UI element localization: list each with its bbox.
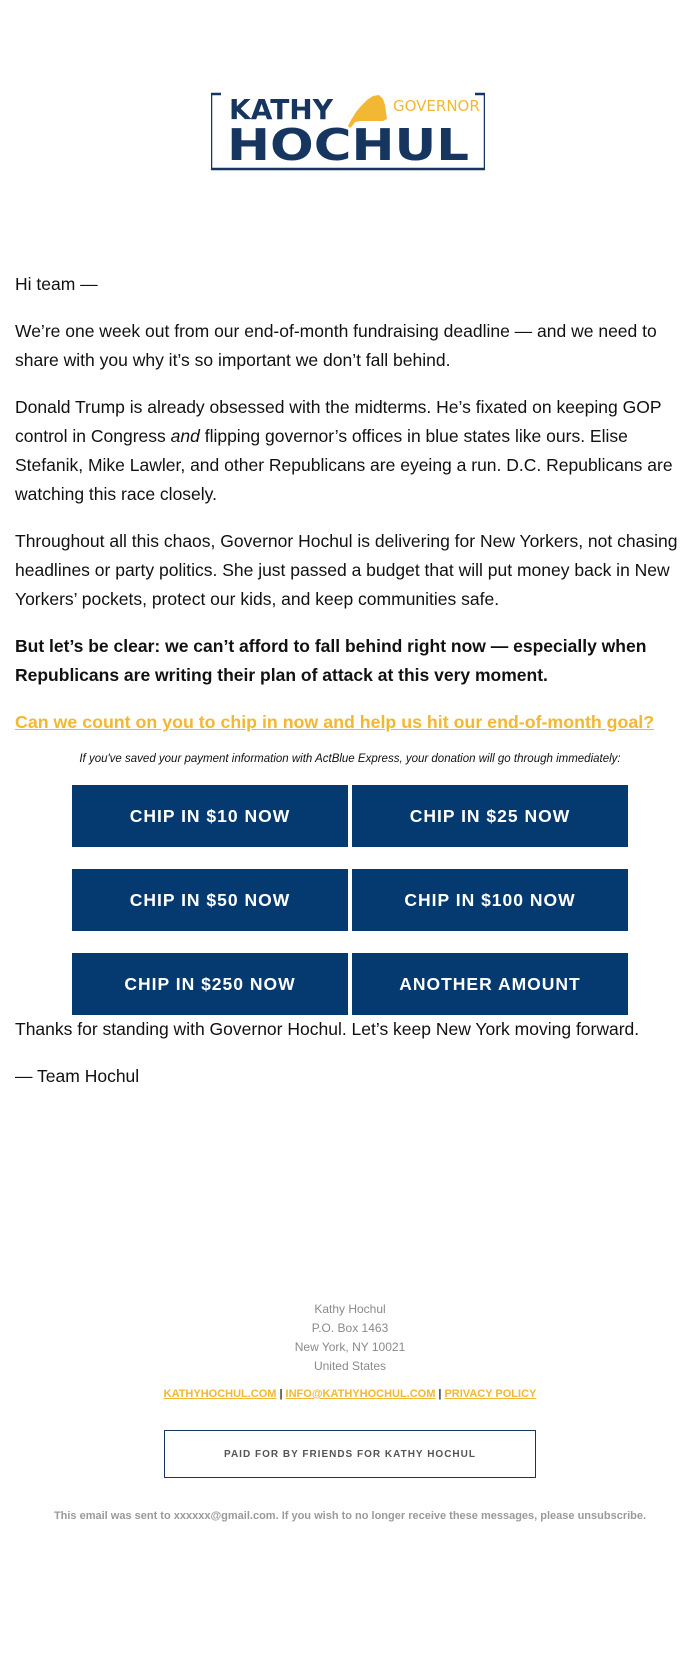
paragraph-bold-warning: But let’s be clear: we can’t afford to fall behind right now — especially when Republicans are writing their plan of attack at this very moment. [15, 636, 647, 685]
address-line: New York, NY 10021 [294, 1340, 406, 1354]
link-separator: | [438, 1388, 442, 1400]
link-separator: | [279, 1388, 283, 1400]
unsubscribe-notice[interactable]: This email was sent to xxxxxx@gmail.com. If you wish to no longer receive these messages, please unsubscribe. [53, 1510, 647, 1522]
trump-text-after: flipping governor’s offices in blue states like ours. Elise Stefanik, Mike Lawler, and other Republicans are eyeing a run. D.C. Republicans are watching this race closely. [15, 426, 673, 504]
footer-links [0, 1388, 700, 1400]
logo-svg [211, 90, 485, 173]
chip-in-100-button[interactable]: CHIP IN $100 NOW [352, 869, 628, 931]
chip-in-50-button[interactable]: CHIP IN $50 NOW [72, 869, 348, 931]
actblue-express-note: If you've saved your payment information with ActBlue Express, your donation will go through immediately: [79, 753, 621, 765]
address-line: P.O. Box 1463 [311, 1321, 389, 1335]
email-link[interactable]: INFO@KATHYHOCHUL.COM [285, 1388, 436, 1400]
thanks-text: Thanks for standing with Governor Hochul. Let’s keep New York moving forward. [15, 1019, 640, 1039]
address-line: Kathy Hochul [314, 1302, 386, 1316]
mailing-address [0, 1300, 700, 1376]
chip-in-cta-link[interactable]: Can we count on you to chip in now and help us hit our end-of-month goal? [15, 712, 655, 732]
chip-in-25-button[interactable]: CHIP IN $25 NOW [352, 785, 628, 847]
trump-text-emphasis: and [170, 426, 200, 446]
address-line: United States [313, 1359, 387, 1373]
logo-office: GOVERNOR [393, 97, 480, 115]
campaign-logo [211, 90, 485, 173]
chip-in-250-button[interactable]: CHIP IN $250 NOW [72, 953, 348, 1015]
logo-last-name: HOCHUL [227, 120, 469, 171]
paragraph-delivering: Throughout all this chaos, Governor Hochul is delivering for New Yorkers, not chasing headlines or party politics. She just passed a budget that will put money back in New Yorkers’ pockets, protect our kids, and keep communities safe. [15, 531, 678, 609]
signoff: — Team Hochul [15, 1066, 140, 1086]
chip-in-10-button[interactable]: CHIP IN $10 NOW [72, 785, 348, 847]
greeting: Hi team — [15, 274, 98, 294]
paragraph-deadline: We’re one week out from our end-of-month fundraising deadline — and we need to share with you why it’s so important we don’t fall behind. [15, 321, 657, 370]
trump-text-before: Donald Trump is already obsessed with the midterms. He’s fixated on keeping GOP control in Congress [15, 397, 662, 446]
another-amount-button[interactable]: ANOTHER AMOUNT [352, 953, 628, 1015]
paragraph-trump [15, 393, 685, 509]
footer [0, 1300, 700, 1522]
logo-first-name: KATHY [229, 93, 334, 126]
website-link[interactable]: KATHYHOCHUL.COM [163, 1388, 277, 1400]
paid-for-disclaimer: PAID FOR BY FRIENDS FOR KATHY HOCHUL [164, 1430, 536, 1478]
message-content [15, 270, 685, 1109]
privacy-policy-link[interactable]: PRIVACY POLICY [444, 1388, 537, 1400]
header [0, 0, 700, 200]
donate-buttons-grid [72, 785, 628, 1015]
